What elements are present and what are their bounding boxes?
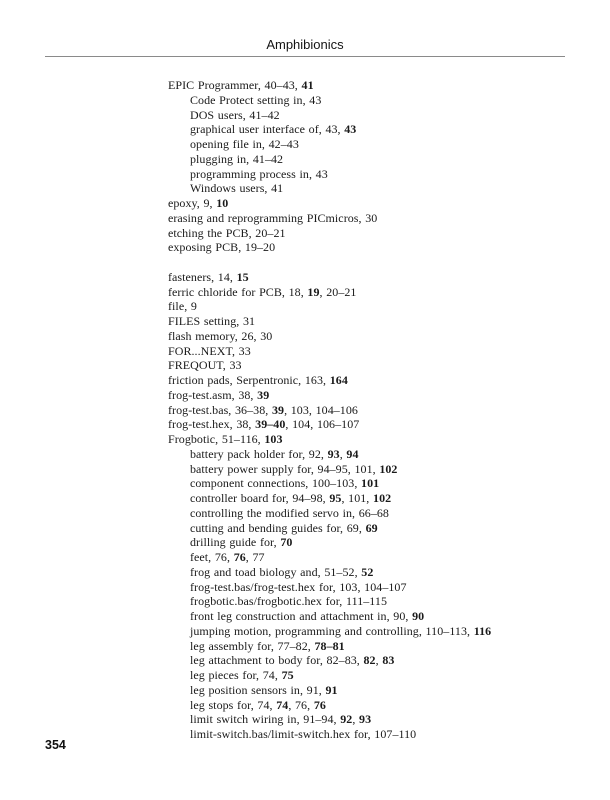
page-ref-bold: 93	[359, 712, 372, 727]
index-entry	[168, 594, 568, 609]
entry-text: graphical user interface of, 43,	[190, 122, 345, 137]
index-entry	[168, 462, 568, 477]
page-ref-bold: 90	[412, 609, 425, 623]
index-entry	[168, 403, 568, 418]
page-ref-bold: 75	[281, 668, 294, 682]
page-ref-bold: 19	[307, 284, 320, 299]
entry-text: cutting and bending guides for, 69,	[190, 520, 366, 535]
index-entry	[168, 285, 568, 300]
running-head-title: Amphibionics	[266, 37, 344, 52]
index-entry	[168, 624, 568, 639]
page-ref-bold: 92	[340, 712, 353, 727]
running-head	[0, 37, 610, 52]
entry-text: front leg construction and attachment in, 90,	[190, 609, 413, 623]
entry-text: leg stops for, 74,	[190, 697, 277, 712]
index-entry	[168, 417, 568, 432]
index-entry	[168, 447, 568, 462]
entry-text: opening file in, 42–43	[190, 137, 299, 151]
entry-text: file, 9	[168, 299, 197, 314]
page-ref-bold: 116	[473, 623, 492, 638]
index-entry	[168, 535, 568, 550]
index-entry	[168, 152, 568, 167]
entry-text: ,	[375, 653, 383, 668]
entry-text: jumping motion, programming and controlling, 110–113,	[190, 623, 474, 638]
page-ref-bold: 82	[363, 653, 376, 668]
index-entry	[168, 653, 568, 668]
index-entry	[168, 683, 568, 698]
entry-text: leg assembly for, 77–82,	[190, 638, 315, 653]
entry-text: etching the PCB, 20–21	[168, 225, 286, 240]
index-entry	[168, 521, 568, 536]
entry-text: , 103, 104–106	[284, 402, 358, 417]
entry-text: , 76,	[288, 697, 314, 712]
entry-text: FILES setting, 31	[168, 314, 256, 328]
entry-text: limit switch wiring in, 91–94,	[190, 712, 341, 727]
entry-text: erasing and reprogramming PICmicros, 30	[168, 210, 378, 225]
index-list	[168, 78, 568, 742]
entry-text: controller board for, 94–98,	[190, 491, 330, 505]
index-entry	[168, 727, 568, 742]
page-ref-bold: 39	[257, 387, 270, 402]
entry-text: drilling guide for,	[190, 535, 281, 550]
index-entry	[168, 373, 568, 388]
page-ref-bold: 94	[346, 446, 359, 461]
entry-text: frog-test.asm, 38,	[168, 387, 258, 402]
entry-text: frogbotic.bas/frogbotic.hex for, 111–115	[190, 594, 388, 609]
page-ref-bold: 83	[382, 653, 395, 668]
index-entry	[168, 358, 568, 373]
entry-text: controlling the modified servo in, 66–68	[190, 505, 389, 520]
index-entry	[168, 491, 568, 506]
entry-text: frog-test.hex, 38,	[168, 417, 256, 432]
index-entry	[168, 329, 568, 344]
page-ref-bold: 102	[373, 491, 392, 505]
index-entry	[168, 211, 568, 226]
index-entry	[168, 270, 568, 285]
index-entry	[168, 580, 568, 595]
page-ref-bold: 103	[264, 432, 283, 446]
index-entry	[168, 108, 568, 123]
index-entry	[168, 299, 568, 314]
entry-text: battery pack holder for, 92,	[190, 446, 328, 461]
entry-text: component connections, 100–103,	[190, 476, 362, 491]
page-ref-bold: 69	[365, 520, 378, 535]
entry-text: limit-switch.bas/limit-switch.hex for, 107–110	[190, 727, 417, 741]
entry-text: Frogbotic, 51–116,	[168, 432, 265, 446]
page-ref-bold: 15	[236, 269, 249, 284]
page-ref-bold: 76	[313, 697, 326, 712]
page-ref-bold: 78–81	[314, 638, 345, 653]
index-entry	[168, 639, 568, 654]
entry-text: friction pads, Serpentronic, 163,	[168, 373, 330, 387]
entry-text: FOR...NEXT, 33	[168, 343, 251, 358]
page-ref-bold: 39–40	[255, 417, 286, 432]
entry-text: FREQOUT, 33	[168, 358, 242, 373]
index-entry	[168, 122, 568, 137]
index-entry	[168, 240, 568, 255]
index-entry	[168, 93, 568, 108]
entry-text: , 20–21	[319, 284, 357, 299]
entry-text: frog and toad biology and, 51–52,	[190, 564, 362, 579]
index-entry	[168, 668, 568, 683]
index-entry	[168, 344, 568, 359]
entry-text: exposing PCB, 19–20	[168, 240, 276, 255]
entry-text: , 77	[245, 550, 265, 564]
entry-text: Code Protect setting in, 43	[190, 92, 322, 107]
index-entry	[168, 432, 568, 447]
entry-text: ,	[352, 712, 360, 727]
index-entry	[168, 137, 568, 152]
entry-text: ,	[339, 446, 347, 461]
page-ref-bold: 93	[327, 446, 340, 461]
index-entry	[168, 181, 568, 196]
entry-text: epoxy, 9,	[168, 196, 217, 210]
index-entry	[168, 712, 568, 727]
index-entry	[168, 78, 568, 93]
index-entry	[168, 476, 568, 491]
entry-text: frog-test.bas/frog-test.hex for, 103, 104–107	[190, 579, 407, 594]
entry-text: Windows users, 41	[190, 181, 284, 196]
page-ref-bold: 74	[276, 697, 289, 712]
page-ref-bold: 164	[329, 373, 348, 387]
entry-text: , 104, 106–107	[285, 417, 360, 432]
entry-text: DOS users, 41–42	[190, 107, 280, 122]
page-ref-bold: 41	[301, 78, 314, 92]
entry-text: programming process in, 43	[190, 166, 328, 181]
section-gap	[168, 255, 568, 270]
index-entry	[168, 167, 568, 182]
entry-text: battery power supply for, 94–95, 101,	[190, 461, 380, 476]
entry-text: frog-test.bas, 36–38,	[168, 402, 272, 417]
entry-text: EPIC Programmer, 40–43,	[168, 78, 302, 92]
index-entry	[168, 550, 568, 565]
entry-text: feet, 76,	[190, 550, 234, 564]
page-ref-bold: 43	[344, 122, 357, 137]
page-ref-bold: 91	[325, 682, 338, 697]
entry-text: , 101,	[341, 491, 374, 505]
page-number: 354	[45, 738, 66, 752]
page-ref-bold: 10	[216, 196, 229, 210]
index-entry	[168, 388, 568, 403]
index-entry	[168, 506, 568, 521]
page-ref-bold: 52	[361, 564, 374, 579]
page-ref-bold: 39	[271, 402, 285, 417]
entry-text: flash memory, 26, 30	[168, 328, 273, 343]
header-rule	[45, 56, 565, 57]
index-entry	[168, 698, 568, 713]
entry-text: leg pieces for, 74,	[190, 668, 282, 682]
page-ref-bold: 101	[361, 476, 380, 491]
page-ref-bold: 70	[280, 535, 293, 550]
index-entry	[168, 226, 568, 241]
entry-text: plugging in, 41–42	[190, 151, 284, 166]
index-entry	[168, 609, 568, 624]
entry-text: ferric chloride for PCB, 18,	[168, 284, 308, 299]
index-entry	[168, 196, 568, 211]
entry-text: fasteners, 14,	[168, 269, 237, 284]
entry-text: leg attachment to body for, 82–83,	[190, 653, 364, 668]
index-entry	[168, 314, 568, 329]
index-entry	[168, 565, 568, 580]
entry-text: leg position sensors in, 91,	[190, 682, 326, 697]
page-ref-bold: 102	[379, 461, 398, 476]
page-ref-bold: 95	[329, 491, 342, 505]
page-ref-bold: 76	[233, 550, 246, 564]
